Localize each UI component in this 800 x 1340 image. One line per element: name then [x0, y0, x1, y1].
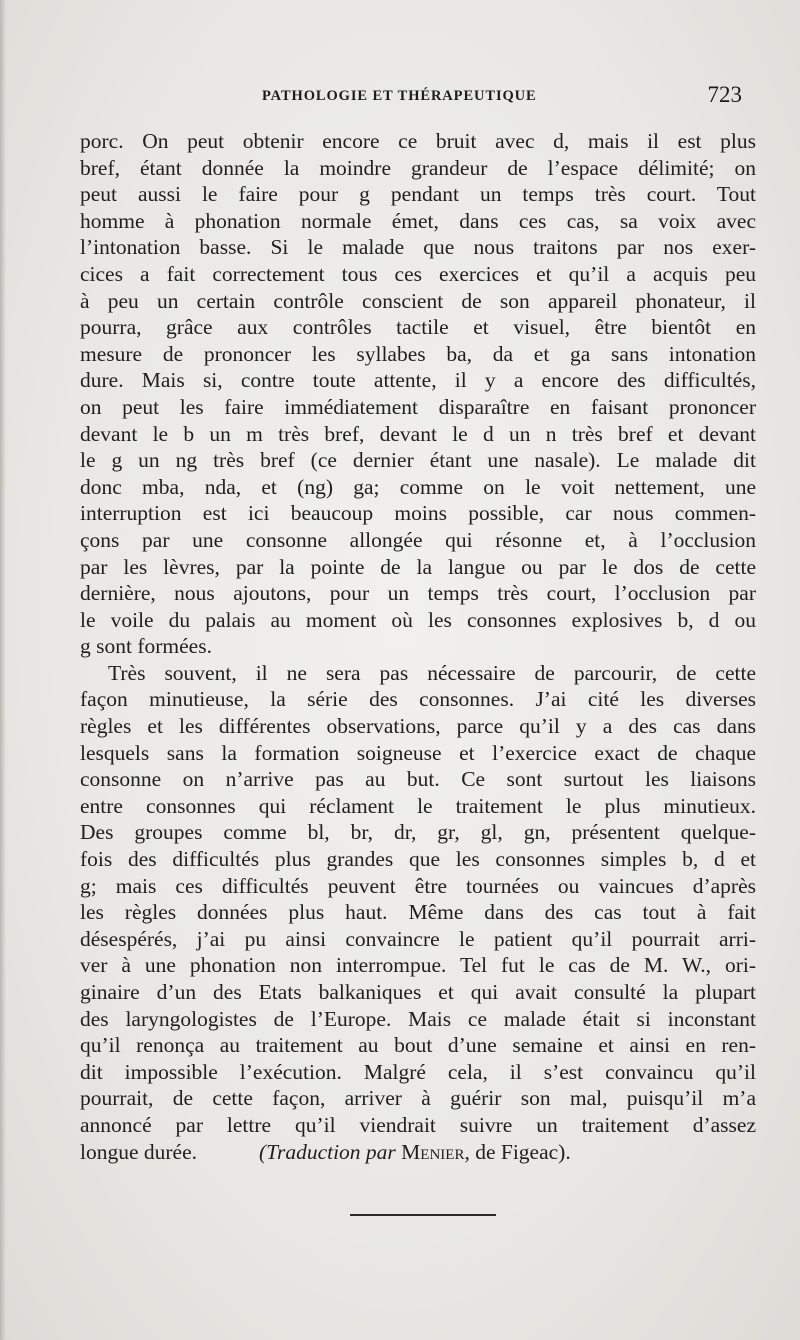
running-title: PATHOLOGIE ET THÉRAPEUTIQUE — [262, 88, 537, 104]
text-line: ver à une phonation non interrompue. Tel fut le cas de M. W., ori- — [80, 953, 756, 978]
footnote-rule — [350, 1214, 496, 1216]
text-line: peut aussi le faire pour g pendant un temps très court. Tout — [80, 182, 756, 207]
translation-credit-line — [80, 1139, 756, 1166]
text-line: g; mais ces difficultés peuvent être tournées ou vaincues d’après — [80, 873, 756, 898]
credit-prefix: (Traduction par — [259, 1139, 402, 1164]
text-line: dure. Mais si, contre toute attente, il y a encore des difficultés, — [80, 368, 756, 393]
text-line: Très souvent, il ne sera pas nécessaire de parcourir, de cette — [108, 660, 756, 685]
text-line: pourra, grâce aux contrôles tactile et visuel, être bientôt en — [80, 315, 756, 340]
text-line: l’intonation basse. Si le malade que nous traitons par nos exer- — [80, 235, 756, 260]
paragraph-2 — [80, 660, 756, 1139]
text-line: homme à phonation normale émet, dans ces cas, sa voix avec — [80, 208, 756, 233]
text-line: à peu un certain contrôle conscient de son appareil phonateur, il — [80, 288, 756, 313]
text-line: règles et les différentes observations, parce qu’il y a des cas dans — [80, 714, 756, 739]
text-line: fois des difficultés plus grandes que les consonnes simples b, d et — [80, 847, 756, 872]
text-line: çons par une consonne allongée qui résonne et, à l’occlusion — [80, 527, 756, 552]
translator-name: Menier — [401, 1139, 465, 1164]
text-line: qu’il renonça au traitement au bout d’une semaine et ainsi en ren- — [80, 1033, 756, 1058]
text-line: interruption est ici beaucoup moins possible, car nous commen- — [80, 501, 756, 526]
text-line: mesure de prononcer les syllabes ba, da et ga sans intonation — [80, 341, 756, 366]
text-line: façon minutieuse, la série des consonnes. J’ai cité les diverses — [80, 687, 756, 712]
text-line: devant le b un m très bref, devant le d un n très bref et devant — [80, 421, 756, 446]
credit-suffix: , de Figeac). — [464, 1139, 571, 1164]
running-head — [78, 84, 742, 114]
text-line: désespérés, j’ai pu ainsi convaincre le patient qu’il pourrait arri- — [80, 926, 756, 951]
text-line: Des groupes comme bl, br, dr, gr, gl, gn, présentent quelque- — [80, 820, 756, 845]
text-line: dit impossible l’exécution. Malgré cela, il s’est convaincu qu’il — [80, 1059, 756, 1084]
text-line: donc mba, nda, et (ng) ga; comme on le voit nettement, une — [80, 474, 756, 499]
body-text — [80, 128, 756, 1165]
text-line: porc. On peut obtenir encore ce bruit avec d, mais il est plus — [80, 129, 756, 153]
translation-credit — [259, 1140, 571, 1164]
text-line: cices a fait correctement tous ces exercices et qu’il a acquis peu — [80, 261, 756, 286]
text-line: consonne on n’arrive pas au but. Ce sont surtout les liaisons — [80, 767, 756, 792]
text-line: par les lèvres, par la pointe de la langue ou par le dos de cette — [80, 554, 756, 579]
text-line: g sont formées. — [80, 634, 212, 659]
last-line-text: longue durée. — [80, 1139, 198, 1164]
text-line: le voile du palais au moment où les consonnes explosives b, d ou — [80, 607, 756, 632]
text-line: pourrait, de cette façon, arriver à guérir son mal, puisqu’il m’a — [80, 1086, 756, 1111]
text-line: bref, étant donnée la moindre grandeur de l’espace délimité; on — [80, 155, 756, 180]
text-line: on peut les faire immédiatement disparaître en faisant prononcer — [80, 394, 756, 419]
page-number: 723 — [707, 82, 742, 107]
text-line: le g un ng très bref (ce dernier étant une nasale). Le malade dit — [80, 448, 756, 473]
text-line: lesquels sans la formation soigneuse et l’exercice exact de chaque — [80, 740, 756, 765]
text-line: annoncé par lettre qu’il viendrait suivre un traitement d’assez — [80, 1112, 756, 1137]
text-line: les règles données plus haut. Même dans des cas tout à fait — [80, 900, 756, 925]
text-line: ginaire d’un des Etats balkaniques et qui avait consulté la plupart — [80, 980, 756, 1004]
text-line: des laryngologistes de l’Europe. Mais ce malade était si inconstant — [80, 1006, 756, 1031]
page-edge-shadow — [0, 0, 6, 1340]
paragraph-1 — [80, 128, 756, 660]
text-line: dernière, nous ajoutons, pour un temps très court, l’occlusion par — [80, 581, 756, 606]
text-line: entre consonnes qui réclament le traitement le plus minutieux. — [80, 793, 756, 818]
